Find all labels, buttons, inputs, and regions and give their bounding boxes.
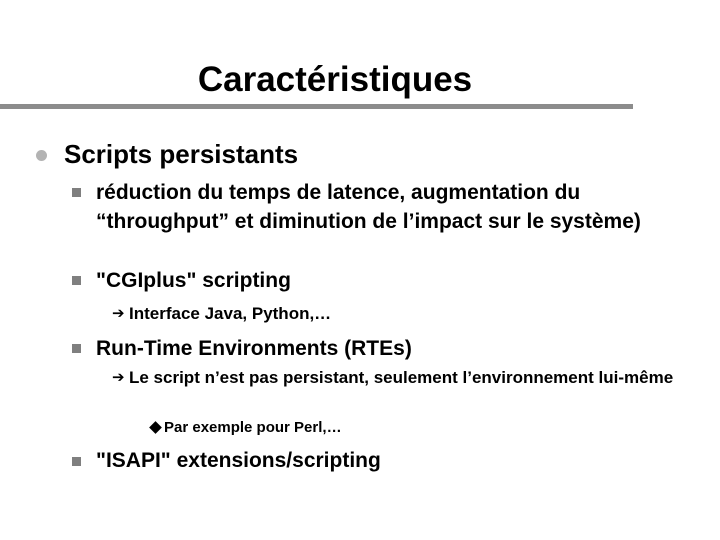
title-underline <box>0 104 633 109</box>
sub-bullet-text: Le script n’est pas persistant, seulement l’environnement lui-même <box>129 368 674 387</box>
diamond-bullet-icon <box>149 421 162 434</box>
square-bullet-icon <box>72 457 81 466</box>
arrow-bullet-icon: ➔ <box>112 369 125 386</box>
square-bullet-icon <box>72 276 81 285</box>
square-bullet-icon <box>72 188 81 197</box>
level1-heading: Scripts persistants <box>64 139 299 169</box>
arrow-bullet-icon: ➔ <box>112 305 125 322</box>
bullet-text: Run-Time Environments (RTEs) <box>96 337 412 360</box>
bullet-text: "CGIplus" scripting <box>96 269 291 292</box>
bullet-text: réduction du temps de latence, augmentation du “throughput” et diminution de l’impact sur le système) <box>96 181 641 233</box>
slide-title: Caractéristiques <box>197 60 473 99</box>
square-bullet-icon <box>72 344 81 353</box>
subsub-bullet-text: Par exemple pour Perl,… <box>164 419 342 436</box>
sub-bullet-text: Interface Java, Python,… <box>129 304 332 323</box>
bullet-text: "ISAPI" extensions/scripting <box>96 449 381 472</box>
round-bullet-icon <box>36 150 47 161</box>
